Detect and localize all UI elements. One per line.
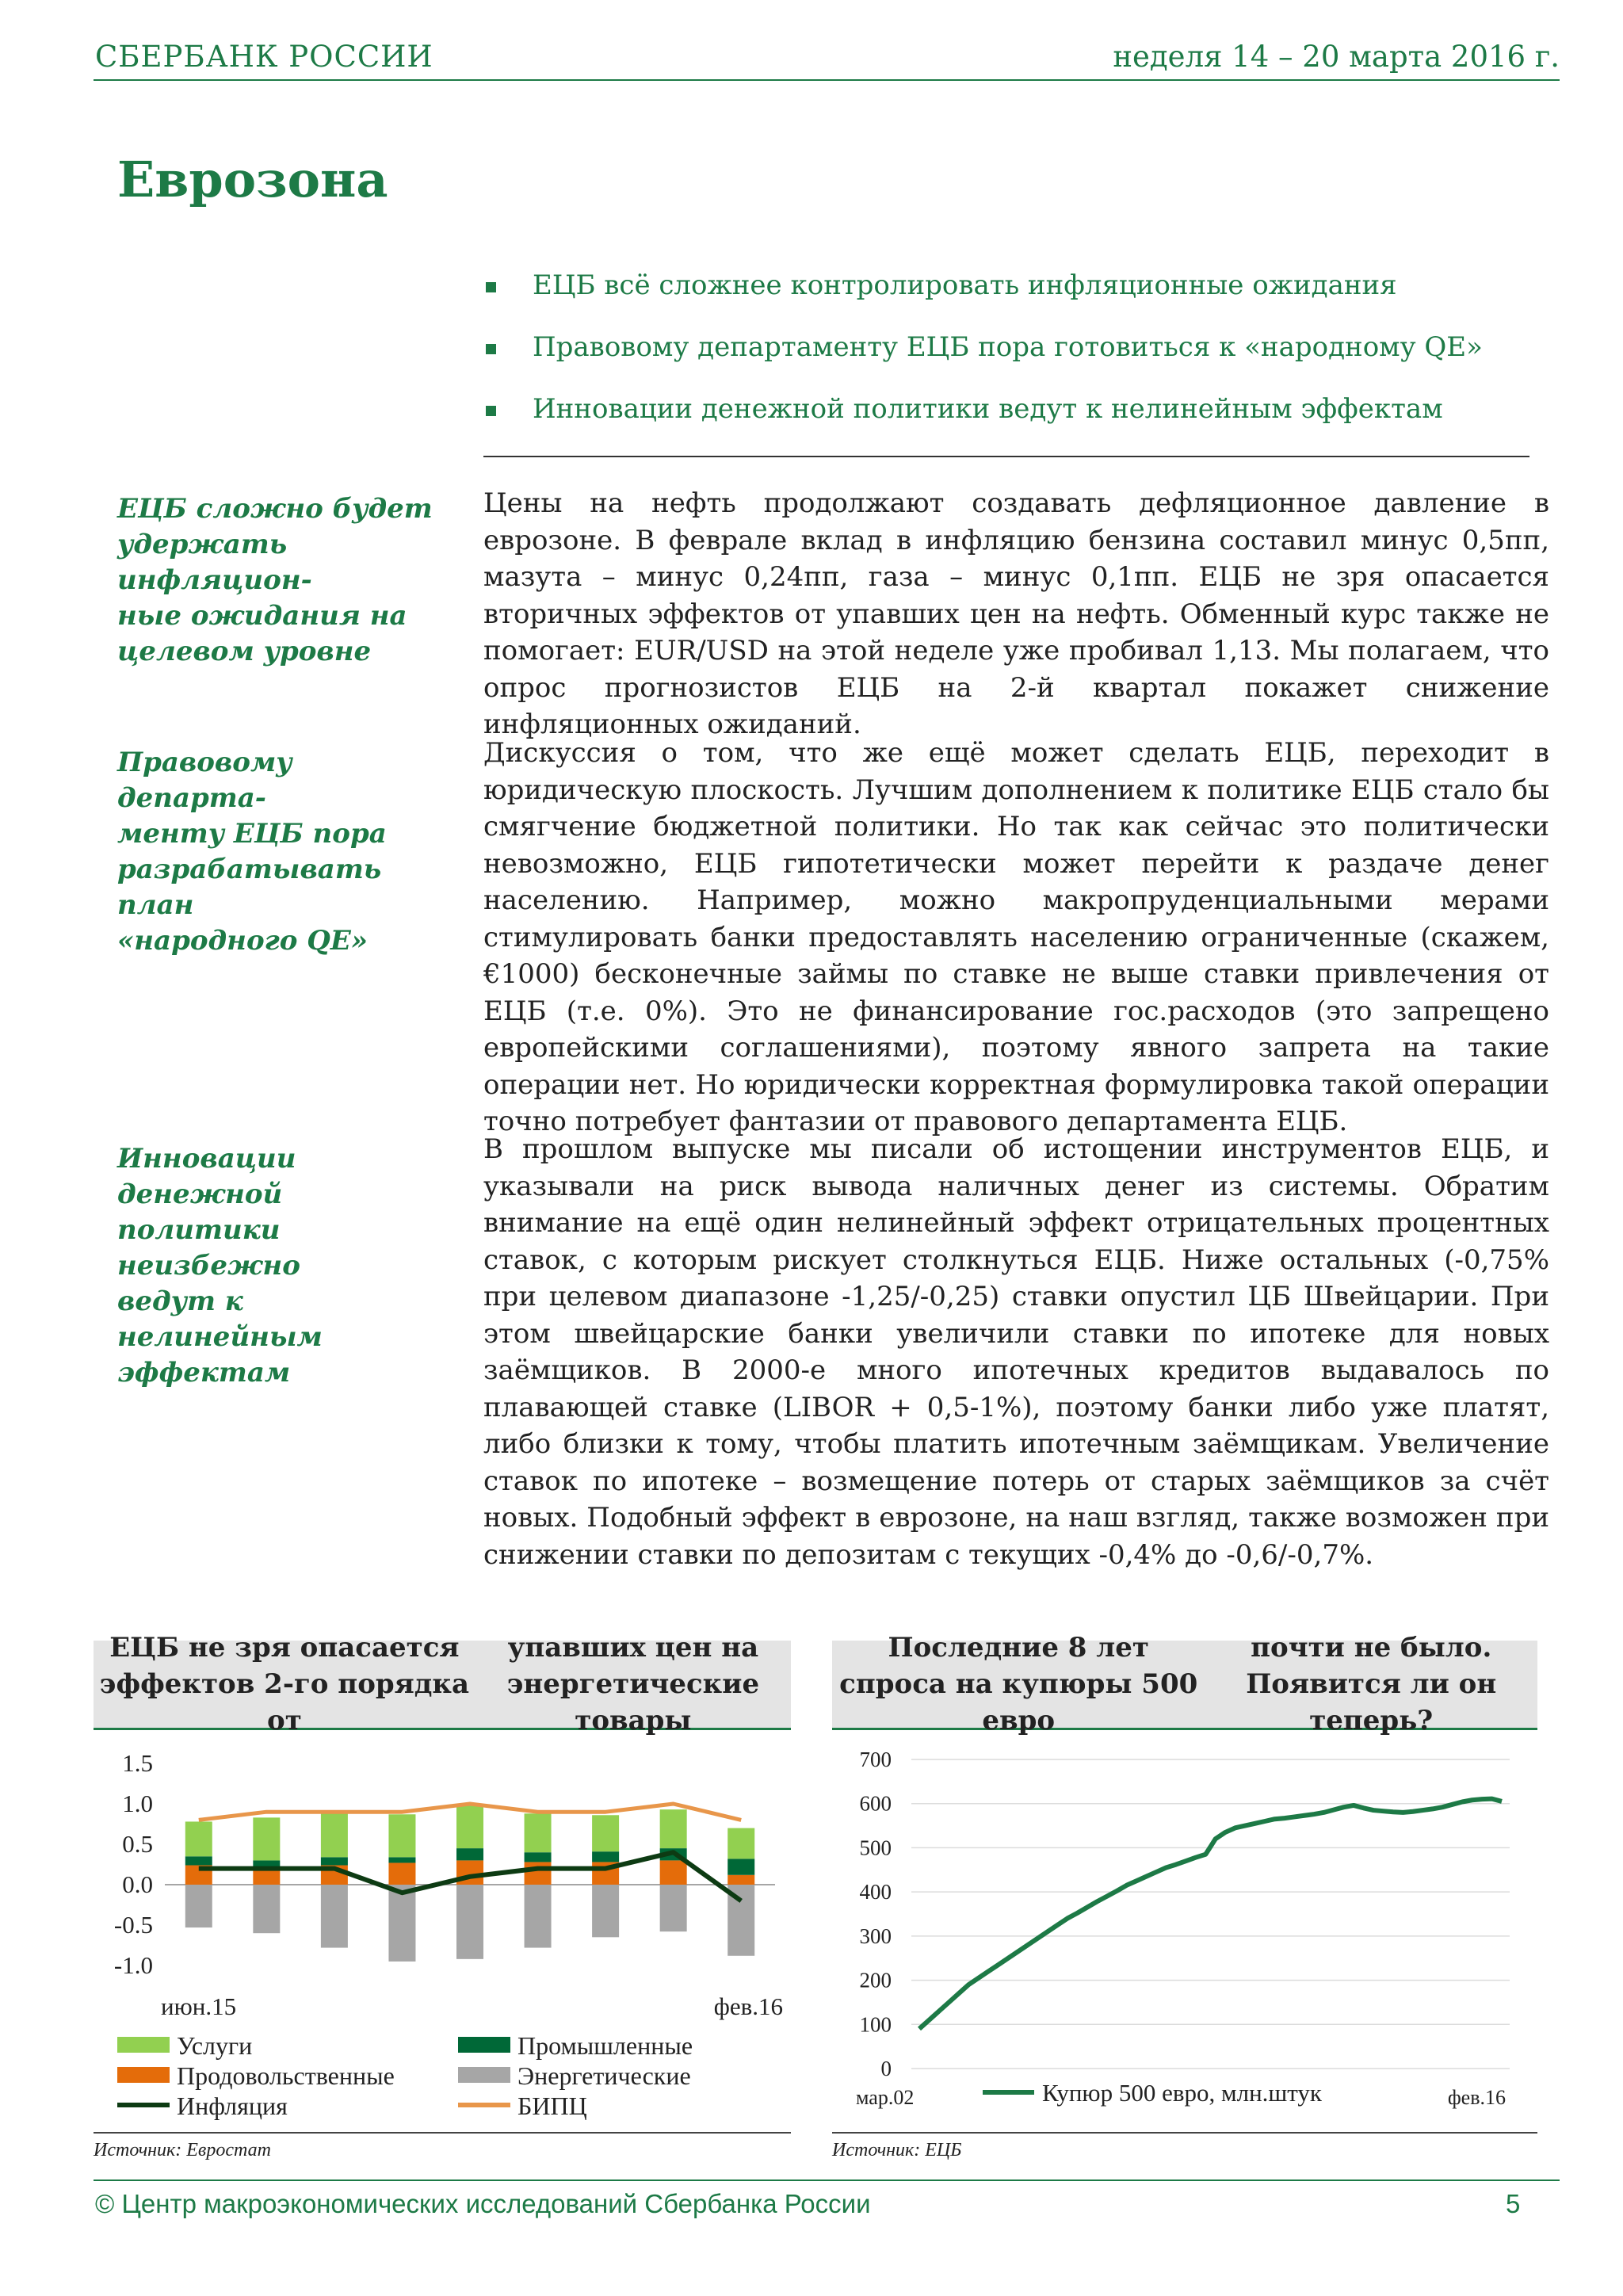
page-title: Еврозона [117,151,388,208]
bar-segment [592,1815,619,1851]
bar-segment [592,1851,619,1862]
legend-label: БИПЦ [517,2092,587,2120]
bar-segment [525,1862,552,1885]
bar-segment [321,1813,348,1857]
bar-segment [185,1885,212,1927]
key-points [483,269,1529,455]
bar-segment [727,1859,754,1874]
bar-segment [321,1857,348,1865]
series-line [919,1799,1502,2029]
bar-segment [660,1885,687,1931]
header-divider [94,79,1560,81]
bullet-square-icon [486,406,496,416]
chart2 [832,1732,1537,2132]
bar-segment [592,1885,619,1937]
y-tick-label: 300 [859,1924,892,1948]
y-tick-label: 1.5 [122,1749,153,1777]
key-point: Правовому департаменту ЕЦБ пора готовиться к «народному QE» [483,331,1529,393]
bar-segment [185,1856,212,1865]
chart1-bottom-line [94,2132,791,2134]
y-tick-label: -0.5 [113,1911,153,1939]
header-org: СБЕРБАНК РОССИИ [95,40,433,74]
side-note-1: ЕЦБ сложно будет удержать инфляцион- ные ожидания на целевом уровне [117,493,433,667]
side-note-2: Правовому департа- менту ЕЦБ пора разрабатывать план «народного QE» [117,747,387,957]
paragraph-2: Дискуссия о том, что же ещё может сделать ЕЦБ, переходит в юридическую плоскость. Лучшим дополнением к политике ЕЦБ стало бы смягчение бюджетной политики. Но так как сейчас это политически невозможно, ЕЦБ гипотетически может перейти к раздаче денег населению. Например, можно макропруденциальными мерами стимулировать банки предоставлять населению ограниченные (скажем, €1000) бесконечные займы по ставке не выше ставки привлечения от ЕЦБ (т.е. 0%). Это не финансирование гос.расходов (это запрещено европейскими соглашениями), поэтому явного запрета на такие операции нет. Но юридически корректная формулировка такой операции точно потребует фантазии от правового департамента ЕЦБ. [483,737,1549,1137]
chart2-source: Источник: ЕЦБ [832,2140,962,2160]
paragraph-1: Цены на нефть продолжают создавать дефляционное давление в еврозоне. В феврале вклад в инфляцию бензина составил минус 0,5пп, мазута – минус 0,24пп, газа – минус 0,1пп. ЕЦБ не зря опасается вторичных эффектов от упавших цен на нефть. Обменный курс также не помогает: EUR/USD на этой неделе уже пробивал 1,13. Мы полагаем, что опрос прогнозистов ЕЦБ на 2-й квартал покажет снижение инфляционных ожиданий. [483,487,1549,740]
legend-swatch [458,2037,510,2053]
legend-label: Продовольственные [177,2061,395,2090]
x-tick-label-last: фев.16 [1447,2086,1506,2109]
y-tick-label: 200 [859,1968,892,1992]
page-number: 5 [1506,2189,1521,2218]
key-point: Инновации денежной политики ведут к нелинейным эффектам [483,393,1529,455]
y-tick-label: 0 [880,2057,892,2080]
x-tick-label-last: фев.16 [713,1992,783,2020]
bar-segment [525,1852,552,1862]
bar-segment [525,1813,552,1852]
bar-segment [388,1862,415,1885]
legend-swatch [117,2067,170,2083]
chart1-title: ЕЦБ не зря опасается эффектов 2-го порядка от упавших цен на энергетические товары [94,1641,791,1730]
bar-segment [727,1828,754,1859]
bar-segment [388,1857,415,1862]
y-tick-label: 0.0 [122,1870,153,1898]
bar-segment [388,1885,415,1962]
legend-label: Промышленные [517,2031,693,2060]
y-tick-label: 0.5 [122,1830,153,1858]
bar-segment [253,1817,280,1860]
chart2-bottom-line [832,2132,1537,2134]
footer-copyright: © Центр макроэкономических исследований Сбербанка России [95,2189,871,2218]
legend-swatch [458,2067,510,2083]
y-tick-label: -1.0 [113,1951,153,1979]
legend-label: Инфляция [177,2092,288,2120]
key-point: ЕЦБ всё сложнее контролировать инфляционные ожидания [483,269,1529,331]
bullet-square-icon [486,282,496,292]
legend-label: Услуги [177,2031,253,2060]
bar-segment [456,1885,483,1959]
x-tick-label-first: мар.02 [856,2086,915,2109]
bar-segment [727,1875,754,1885]
chart1 [94,1732,791,2132]
bar-segment [456,1848,483,1860]
legend-label: Купюр 500 евро, млн.штук [1042,2079,1322,2107]
bullet-square-icon [486,344,496,354]
y-tick-label: 400 [859,1880,892,1904]
chart2-title: Последние 8 лет спроса на купюры 500 евро почти не было. Появится ли он теперь? [832,1641,1537,1730]
y-tick-label: 600 [859,1791,892,1816]
chart1-source: Источник: Евростат [94,2140,271,2160]
bar-segment [321,1885,348,1948]
y-tick-label: 500 [859,1836,892,1860]
legend-label: Энергетические [517,2061,691,2090]
header-week: неделя 14 – 20 марта 2016 г. [1113,40,1560,74]
bar-segment [388,1814,415,1857]
bar-segment [525,1885,552,1948]
legend-swatch [117,2037,170,2053]
bar-segment [660,1809,687,1848]
y-tick-label: 100 [859,2012,892,2037]
bar-segment [185,1821,212,1856]
side-note-3: Инновации денежной политики неизбежно ведут к нелинейным эффектам [117,1143,323,1389]
paragraph-3: В прошлом выпуске мы писали об истощении инструментов ЕЦБ, и указывали на риск вывода наличных денег из системы. Обратим внимание на ещё один нелинейный эффект отрицательных процентных ставок, с которым рискует столкнуться ЕЦБ. Ниже остальных (-0,75% при целевом диапазоне -1,25/-0,25) ставки опустил ЦБ Швейцарии. При этом швейцарские банки увеличили ставки по ипотеке для новых заёмщиков. В 2000-е много ипотечных кредитов выдавалось по плавающей ставке (LIBOR + 0,5-1%), поэтому банки либо уже платят, либо близки к тому, чтобы платить ипотечным заёмщикам. Увеличение ставок по ипотеке – возмещение потерь от старых заёмщиков за счёт новых. Подобный эффект в еврозоне, на наш взгляд, также возможен при снижении ставки по депозитам с текущих -0,4% до -0,6/-0,7%. [483,1133,1549,1571]
y-tick-label: 700 [859,1748,892,1771]
bar-segment [660,1860,687,1885]
y-tick-label: 1.0 [122,1790,153,1817]
footer-divider [94,2179,1560,2181]
key-points-divider [483,456,1529,457]
bar-segment [456,1804,483,1848]
x-tick-label-first: июн.15 [161,1992,237,2020]
bar-segment [253,1885,280,1933]
